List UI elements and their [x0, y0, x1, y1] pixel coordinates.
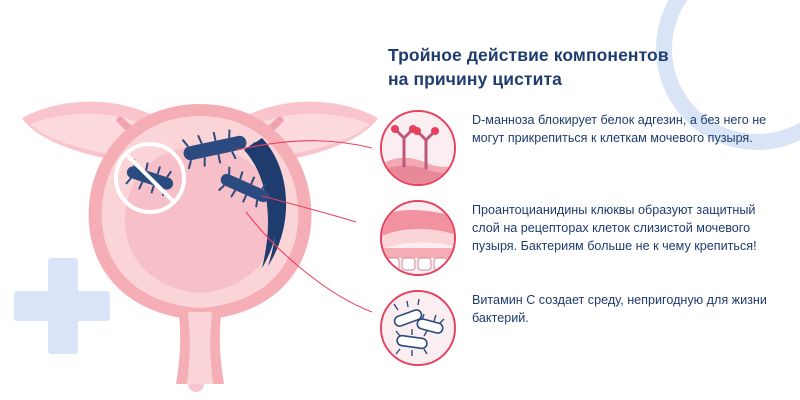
callout-text: Витамин C создает среду, непригодную для жизни бактерий.	[472, 293, 767, 325]
page-title	[388, 44, 788, 91]
urethra	[187, 312, 213, 384]
protective-layer-icon	[380, 200, 456, 276]
callout-item	[380, 200, 800, 276]
page-title-line-1: Тройное действие компонентов	[388, 45, 669, 65]
callout-item	[380, 290, 800, 366]
callout-list	[380, 110, 800, 380]
page-title-line-2: на причину цистита	[388, 68, 562, 89]
callout-text: Проантоцианидины клюквы образуют защитный слой на рецепторах клеток слизистой мочевого пузыря. Бактериям больше не к чему крепиться!	[472, 203, 757, 253]
callout-item	[380, 110, 800, 186]
bacteria-icon	[380, 290, 456, 366]
callout-text: D-манноза блокирует белок адгезин, а без него не могут прикрепиться к клеткам мочевого пузыря.	[472, 113, 767, 145]
adhesin-protein-icon	[380, 110, 456, 186]
